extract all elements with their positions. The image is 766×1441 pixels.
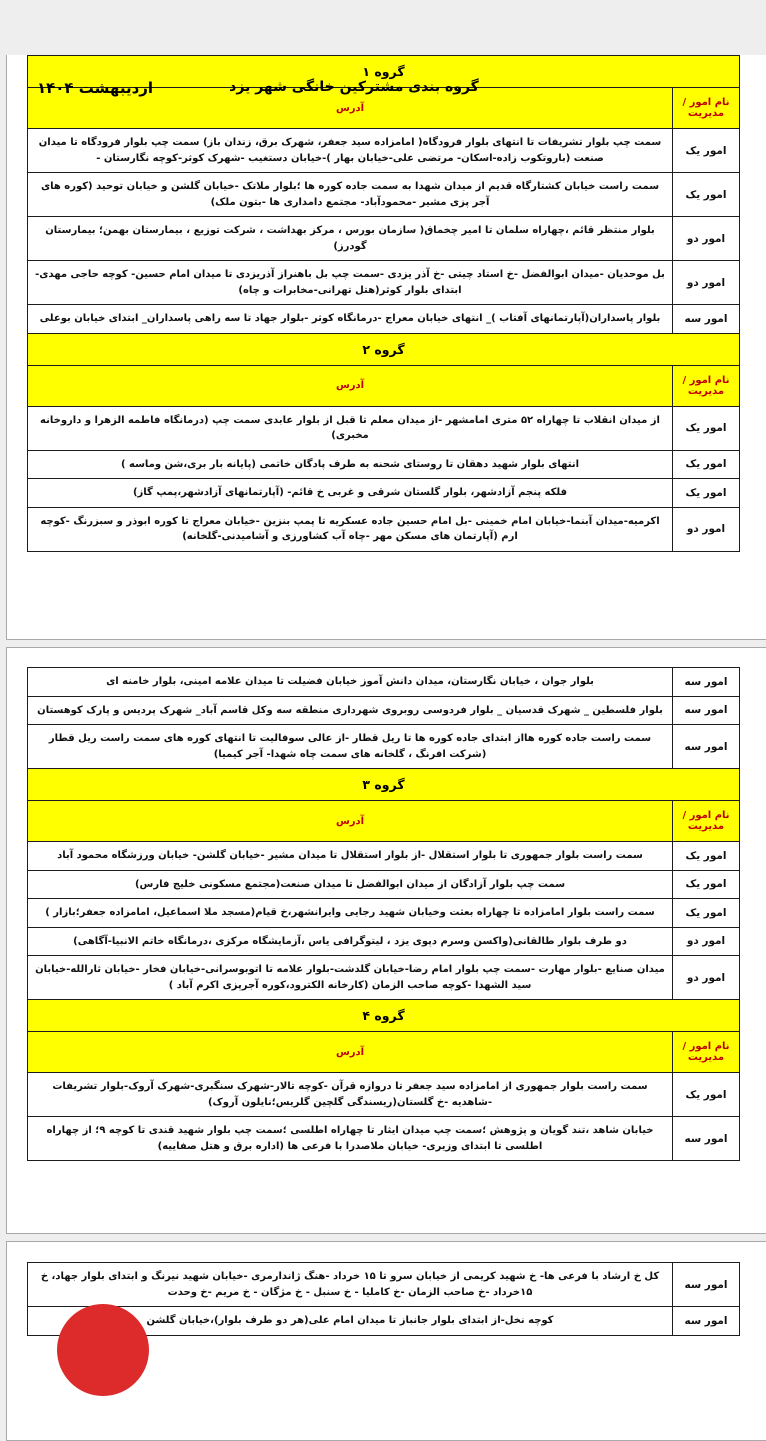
department-cell: امور سه (673, 1307, 740, 1336)
address-cell: سمت راست بلوار جمهوری از امامزاده سید جعفر تا دروازه قرآن -کوچه تالار-شهرک سنگبری-شهرک آروک-بلوار تشریفات -شاهدیه -خ گلستان(ریسندگی گلچین گلریس؛نایلون آروک) (28, 1073, 673, 1117)
document-date: اردیبهشت ۱۴۰۴ (36, 79, 154, 97)
address-cell: کل خ ارشاد با فرعی ها- خ شهید کریمی از خیابان سرو تا ۱۵ خرداد -هنگ ژاندارمری -خیابان شهید نیرنگ و ابتدای بلوار جهاد، خ ۱۵خرداد -خ صاحب الزمان -خ کاملیا - خ سنبل - خ مژگان - خ مریم -خ وحدت (28, 1263, 673, 1307)
department-column-header: نام امور /مدیریت (673, 801, 740, 842)
table-row (28, 217, 740, 261)
address-cell: بلوار منتظر قائم ،چهاراه سلمان تا امیر چخماق( سازمان بورس ، مرکز بهداشت ، شرکت توزیع ، بیمارستان بهمن؛ بیمارستان گودرز) (28, 217, 673, 261)
column-header-row (28, 1032, 740, 1073)
address-cell: انتهای بلوار شهید دهقان تا روستای شحنه به طرف پادگان خاتمی (پایانه بار بری،شن وماسه ) (28, 450, 673, 479)
table-row (28, 1073, 740, 1117)
address-cell: فلکه پنجم آزادشهر، بلوار گلستان شرقی و غربی خ قائم- (آپارتمانهای آزادشهر،پمپ گاز) (28, 479, 673, 508)
column-header-row (28, 801, 740, 842)
table-row (28, 450, 740, 479)
table-row (28, 927, 740, 956)
department-cell: امور سه (673, 696, 740, 725)
address-cell: از میدان انقلاب تا چهاراه ۵۲ متری امامشهر -از میدان معلم تا قبل از بلوار عابدی سمت چپ (درمانگاه فاطمه الزهرا و داروخانه مخبری) (28, 406, 673, 450)
address-cell: اکرمیه-میدان آبنما-خیابان امام خمینی -بل امام حسین جاده عسکریه تا پمپ بنزین -خیابان معراج تا کوره ابوذر و سبزرنگ -کوچه ارم (آپارتمان های مسکن مهر -چاه آب کشاورزی و آشامیدنی-گلخانه) (28, 507, 673, 551)
group-2-header: گروه ۲ (28, 333, 740, 365)
group-1-header: گروه ۱ (28, 56, 740, 88)
table-row (28, 899, 740, 928)
address-column-header: آدرس (28, 365, 673, 406)
group-4-header: گروه ۴ (28, 1000, 740, 1032)
address-cell: سمت چپ بلوار آزادگان از میدان ابوالفضل تا میدان صنعت(مجتمع مسکونی خلیج فارس) (28, 870, 673, 899)
department-cell: امور یک (673, 842, 740, 871)
page-1 (6, 55, 766, 640)
address-cell: دو طرف بلوار طالقانی(واکسن وسرم دپوی یزد ، لیتوگرافی یاس ،آزمایشگاه مرکزی ،درمانگاه خاتم الانبیا-آگاهی) (28, 927, 673, 956)
department-column-header: نام امور /مدیریت (673, 1032, 740, 1073)
subscriber-table-page-2 (27, 667, 740, 1161)
department-cell: امور یک (673, 1073, 740, 1117)
department-cell: امور دو (673, 927, 740, 956)
table-row (28, 956, 740, 1000)
page-title: گروه بندی مشترکین خانگی شهر یزد (229, 79, 479, 95)
department-cell: امور دو (673, 956, 740, 1000)
table-row (28, 261, 740, 305)
address-cell: بلوار جوان ، خیابان نگارستان، میدان دانش آموز خیابان فضیلت تا میدان علامه امینی، بلوار خامنه ای (28, 668, 673, 697)
table-row (28, 305, 740, 334)
red-stamp (57, 1304, 149, 1396)
address-column-header: آدرس (28, 88, 673, 129)
address-column-header: آدرس (28, 801, 673, 842)
table-row (28, 479, 740, 508)
department-column-header: نام امور /مدیریت (673, 88, 740, 129)
department-cell: امور سه (673, 1263, 740, 1307)
group-3-header: گروه ۳ (28, 769, 740, 801)
table-row (28, 1117, 740, 1161)
department-cell: امور سه (673, 1117, 740, 1161)
group-header-row (28, 1000, 740, 1032)
group-header-row (28, 333, 740, 365)
address-column-header: آدرس (28, 1032, 673, 1073)
department-cell: امور یک (673, 129, 740, 173)
document-viewport (0, 55, 766, 1335)
department-cell: امور سه (673, 305, 740, 334)
table-row (28, 725, 740, 769)
address-cell: سمت راست بلوار امامزاده تا چهاراه بعثت وخیابان شهید رجایی وایرانشهر،خ قیام(مسجد ملا اسماعیل، امامزاده جعفر؛بازار ) (28, 899, 673, 928)
address-cell: بل موحدیان -میدان ابوالفضل -خ استاد چیتی -خ آذر یزدی -سمت چپ بل باهنراز آذریزدی تا میدان امام حسین- کوچه حاجی مهدی- ابتدای بلوار کوثر(هتل تهرانی-مخابرات و چاه) (28, 261, 673, 305)
table-row (28, 173, 740, 217)
address-cell: میدان صنایع -بلوار مهارت -سمت چپ بلوار امام رضا-خیابان گلدشت-بلوار علامه تا اتوبوسرانی-خیابان فخار -خیابان ثارالله-خیابان سید الشهدا -کوچه صاحب الزمان (کارخانه الکترود،کوره آجرپزی اکرم آباد ) (28, 956, 673, 1000)
table-row (28, 129, 740, 173)
address-cell: سمت چپ بلوار تشریفات تا انتهای بلوار فرودگاه( امامزاده سید جعفر، شهرک برق، زندان باز) سمت چپ بلوار فرودگاه تا میدان صنعت (باروتکوب زاده-اسکان- مرتضی علی-خیابان بهار )-خیابان دستغیب -شهرک کوثر-کوچه نگارستان - (28, 129, 673, 173)
department-cell: امور یک (673, 450, 740, 479)
table-row (28, 668, 740, 697)
address-cell: سمت راست بلوار جمهوری تا بلوار استقلال -از بلوار استقلال تا میدان مشیر -خیابان گلشن- خیابان ورزشگاه محمود آباد (28, 842, 673, 871)
group-header-row (28, 769, 740, 801)
address-cell: سمت راست جاده کوره هااز ابتدای جاده کوره ها تا ریل قطار -از عالی سوفالیت تا انتهای کوره های سمت راست ریل قطار (شرکت افرنگ ، گلخانه های سمت چاه شهدا- آجر کیمیا) (28, 725, 673, 769)
table-row (28, 406, 740, 450)
department-cell: امور یک (673, 899, 740, 928)
department-cell: امور یک (673, 870, 740, 899)
department-cell: امور سه (673, 725, 740, 769)
department-cell: امور یک (673, 406, 740, 450)
department-cell: امور دو (673, 507, 740, 551)
table-row (28, 870, 740, 899)
table-row (28, 696, 740, 725)
department-column-header: نام امور /مدیریت (673, 365, 740, 406)
department-cell: امور سه (673, 668, 740, 697)
page-2 (6, 647, 766, 1234)
address-cell: خیابان شاهد ،تند گویان و پژوهش ؛سمت چپ میدان ایثار تا چهاراه اطلسی ؛سمت چپ بلوار شهید قندی تا کوچه ۹؛ از چهاراه اطلسی تا ابتدای وزیری- خیابان ملاصدرا با فرعی ها (اداره برق و هتل صفاییه) (28, 1117, 673, 1161)
table-row (28, 507, 740, 551)
subscriber-table-page-1 (27, 55, 740, 552)
department-cell: امور دو (673, 217, 740, 261)
address-cell: کوچه نخل-از ابتدای بلوار جانباز تا میدان امام علی(هر دو طرف بلوار)،خیابان گلشن (28, 1307, 673, 1336)
document-header (7, 79, 766, 105)
column-header-row (28, 365, 740, 406)
department-cell: امور یک (673, 479, 740, 508)
page-3 (6, 1241, 766, 1441)
address-cell: بلوار پاسداران(آپارتمانهای آفتاب )_ انتهای خیابان معراج -درمانگاه کوثر -بلوار جهاد تا سه راهی پاسداران_ ابتدای خیابان بوعلی (28, 305, 673, 334)
department-cell: امور دو (673, 261, 740, 305)
table-row (28, 1263, 740, 1307)
address-cell: بلوار فلسطین _ شهرک قدسیان _ بلوار فردوسی روبروی شهرداری منطقه سه وکل قاسم آباد_ شهرک پردیس و پارک کوهستان (28, 696, 673, 725)
department-cell: امور یک (673, 173, 740, 217)
address-cell: سمت راست خیابان کشتارگاه قدیم از میدان شهدا به سمت جاده کوره ها ؛بلوار ملاتک -خیابان گلشن و خیابان توحید (کوره های آجر پزی مشیر -محمودآباد- مجتمع دامداری ها -بتون ملک) (28, 173, 673, 217)
table-row (28, 842, 740, 871)
